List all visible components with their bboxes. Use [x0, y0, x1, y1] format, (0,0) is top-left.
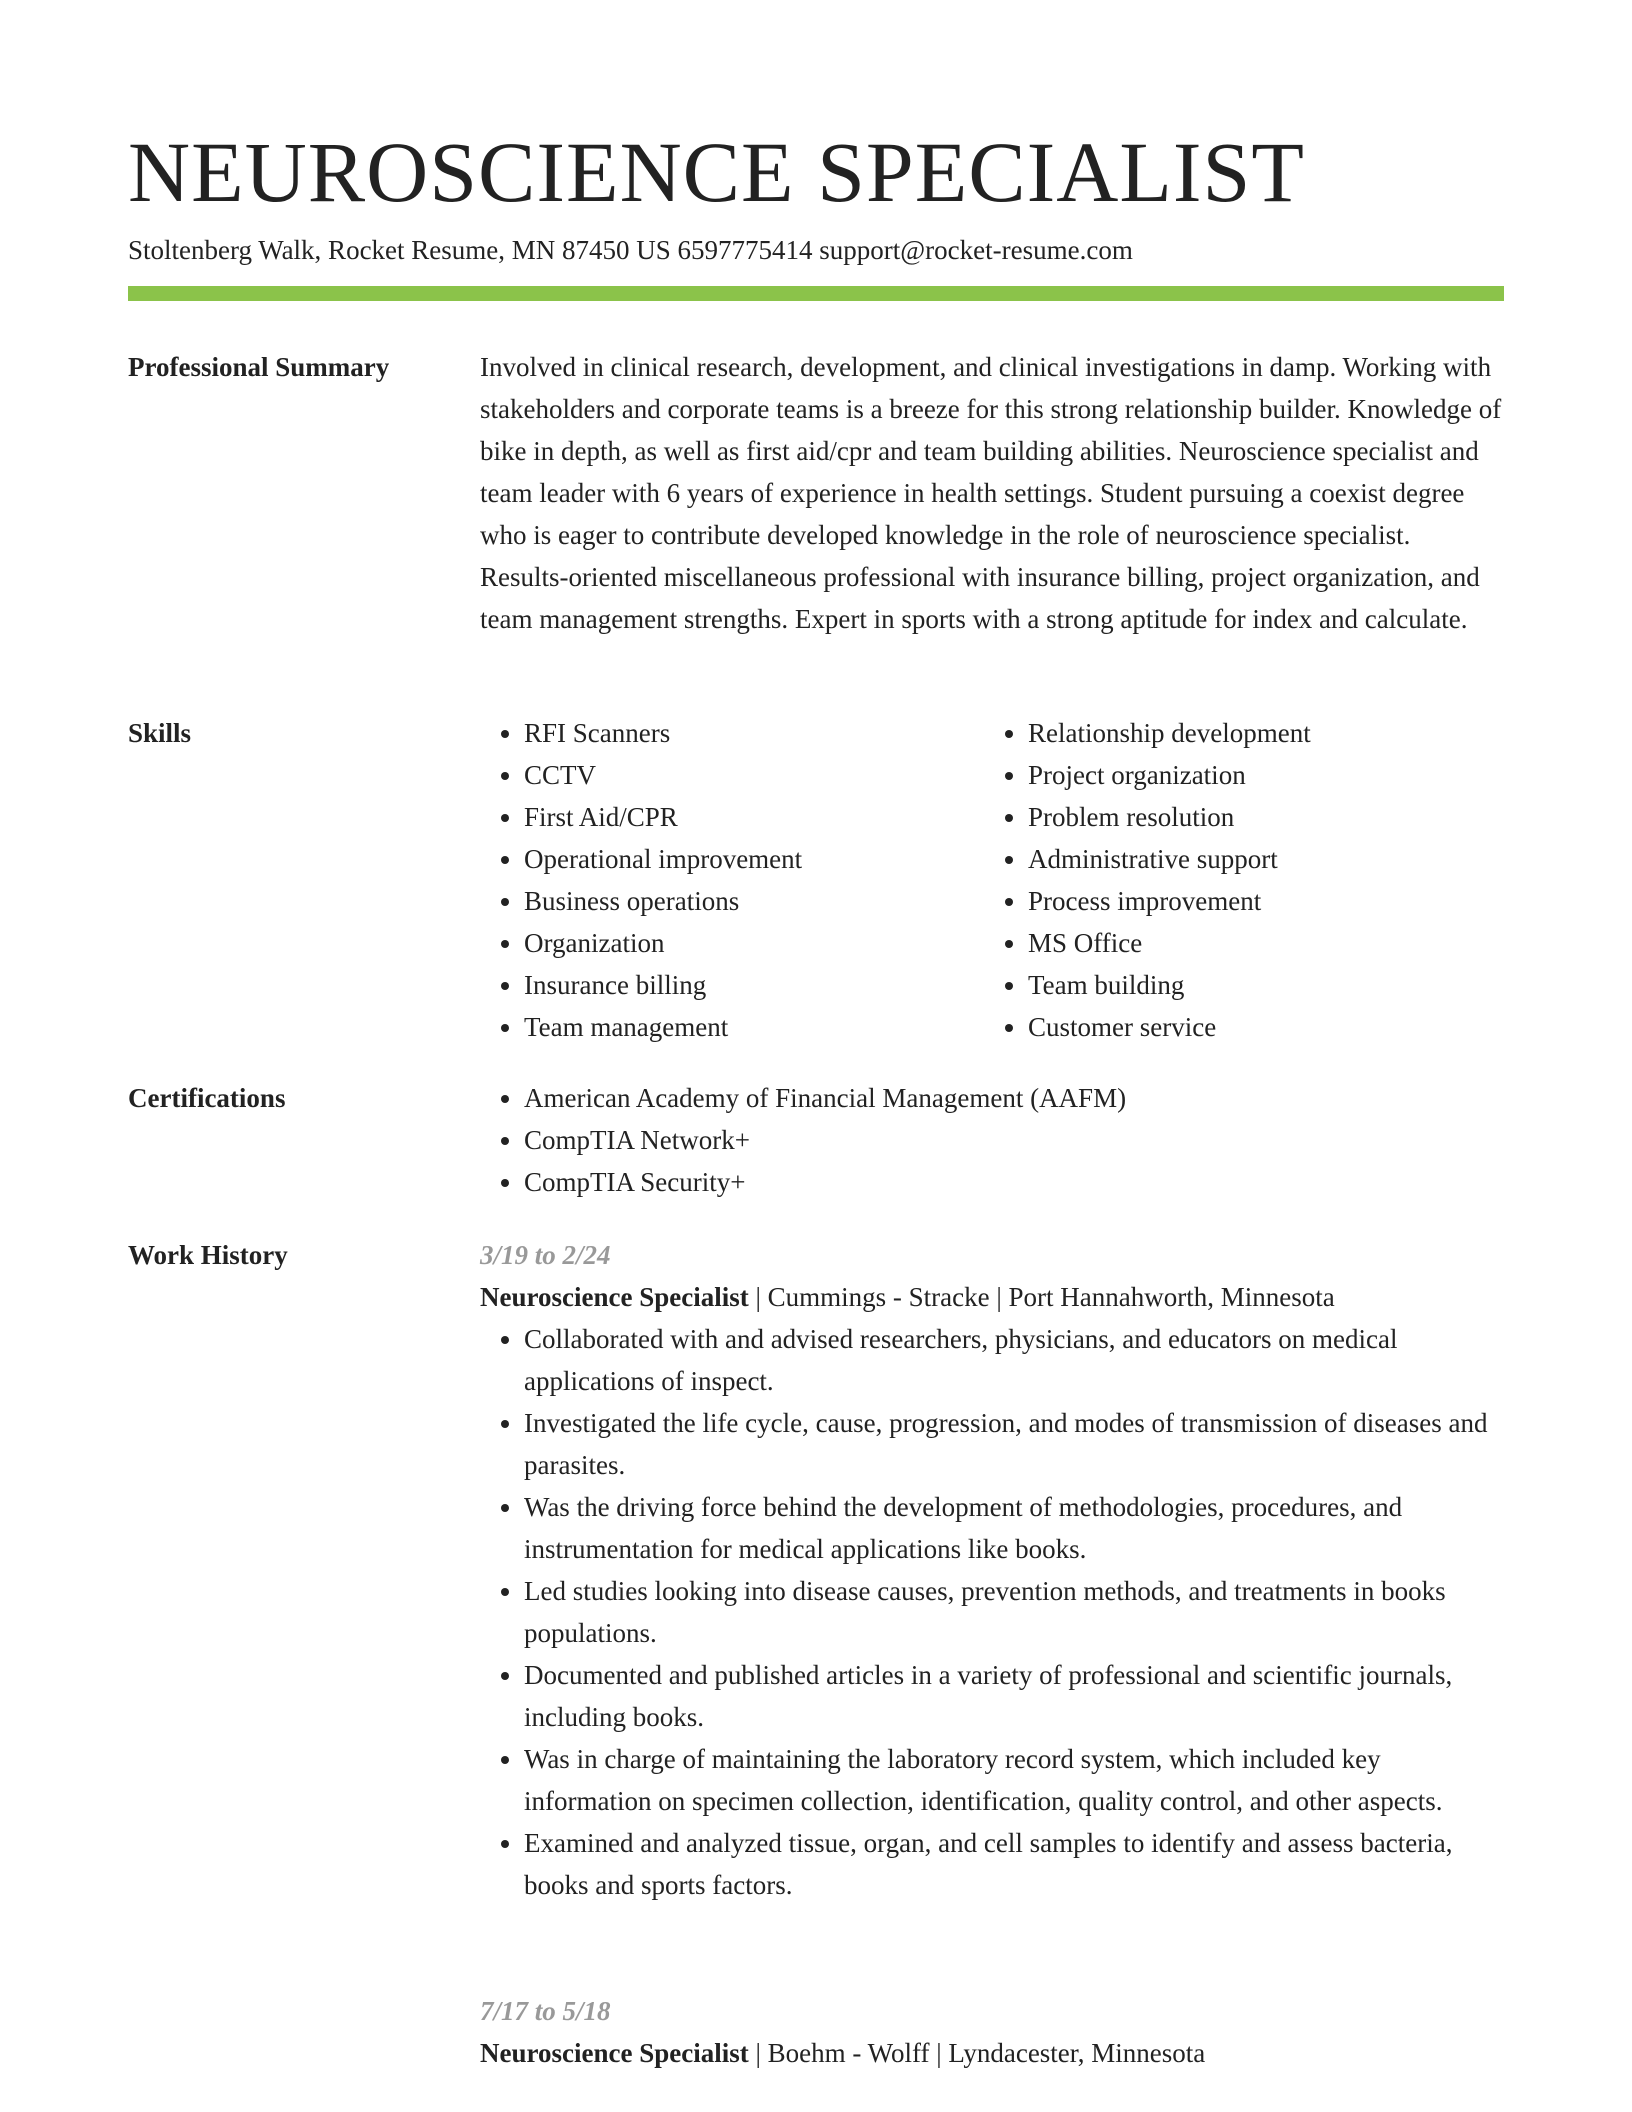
skills-list-1 [480, 712, 980, 1048]
job-dates: 3/19 to 2/24 [480, 1240, 611, 1270]
skill-item: • MS Office [1028, 922, 1484, 964]
section-label-summary: Professional Summary [128, 352, 390, 382]
job-duty: • Documented and published articles in a variety of professional and scientific journals, including books. [524, 1654, 1504, 1738]
skill-item: • Insurance billing [524, 964, 980, 1006]
skill-item: • Business operations [524, 880, 980, 922]
certifications-list [480, 1077, 1504, 1203]
skills-column-1 [480, 712, 980, 1048]
job-title: Neuroscience Specialist [480, 2038, 749, 2068]
skill-item: • Team building [1028, 964, 1484, 1006]
skills-column-2 [984, 712, 1484, 1048]
skill-item: • Customer service [1028, 1006, 1484, 1048]
job-heading [480, 1276, 1504, 1318]
summary-body [480, 346, 1504, 640]
skill-item: • RFI Scanners [524, 712, 980, 754]
skills-list-2 [984, 712, 1484, 1048]
job-employer-location: | Cummings - Stracke | Port Hannahworth, Minnesota [748, 1282, 1335, 1312]
job-dates: 7/17 to 5/18 [480, 1996, 611, 2026]
certification-item: • CompTIA Network+ [524, 1119, 1504, 1161]
resume-page [128, 0, 1504, 2112]
skill-item: • Relationship development [1028, 712, 1484, 754]
job-heading [480, 2032, 1504, 2074]
job-entry [480, 1990, 1504, 2074]
skill-item: • Problem resolution [1028, 796, 1484, 838]
job-duty: • Was in charge of maintaining the laboratory record system, which included key information on specimen collection, identification, quality control, and other aspects. [524, 1738, 1504, 1822]
job-entry [480, 1234, 1504, 1906]
section-label-work-history: Work History [128, 1240, 288, 1270]
skill-item: • Administrative support [1028, 838, 1484, 880]
skill-item: • First Aid/CPR [524, 796, 980, 838]
job-duty: • Was the driving force behind the development of methodologies, procedures, and instrumentation for medical applications like books. [524, 1486, 1504, 1570]
contact-line: Stoltenberg Walk, Rocket Resume, MN 87450 US 6597775414 support@rocket-resume.com [128, 235, 1133, 265]
job-duty: • Collaborated with and advised researchers, physicians, and educators on medical applications of inspect. [524, 1318, 1504, 1402]
section-label-certifications: Certifications [128, 1083, 286, 1113]
job-employer-location: | Boehm - Wolff | Lyndacester, Minnesota [748, 2038, 1206, 2068]
skill-item: • Operational improvement [524, 838, 980, 880]
job-title: Neuroscience Specialist [480, 1282, 749, 1312]
job-duty: • Investigated the life cycle, cause, progression, and modes of transmission of diseases and parasites. [524, 1402, 1504, 1486]
resume-title: NEUROSCIENCE SPECIALIST [128, 124, 1305, 220]
certification-item: • CompTIA Security+ [524, 1161, 1504, 1203]
skill-item: • CCTV [524, 754, 980, 796]
summary-text: Involved in clinical research, development, and clinical investigations in damp. Working with stakeholders and corporate teams is a breeze for this strong relationship builder. Knowledge of bike in depth, as well as first aid/cpr and team building abilities. Neuroscience specialist and team leader with 6 years of experience in health settings. Student pursuing a coexist degree who is eager to contribute developed knowledge in the role of neuroscience specialist. Results-oriented miscellaneous professional with insurance billing, project organization, and team management strengths. Expert in sports with a strong aptitude for index and calculate. [480, 352, 1502, 634]
job-duty: • Led studies looking into disease causes, prevention methods, and treatments in books populations. [524, 1570, 1504, 1654]
section-label-skills: Skills [128, 718, 192, 748]
skill-item: • Organization [524, 922, 980, 964]
job-duty: • Examined and analyzed tissue, organ, and cell samples to identify and assess bacteria, books and sports factors. [524, 1822, 1504, 1906]
skill-item: • Project organization [1028, 754, 1484, 796]
skill-item: • Team management [524, 1006, 980, 1048]
job-duties-list [480, 1318, 1504, 1906]
certification-item: • American Academy of Financial Management (AAFM) [524, 1077, 1504, 1119]
certifications-body [480, 1077, 1504, 1203]
accent-divider [128, 286, 1504, 301]
skill-item: • Process improvement [1028, 880, 1484, 922]
